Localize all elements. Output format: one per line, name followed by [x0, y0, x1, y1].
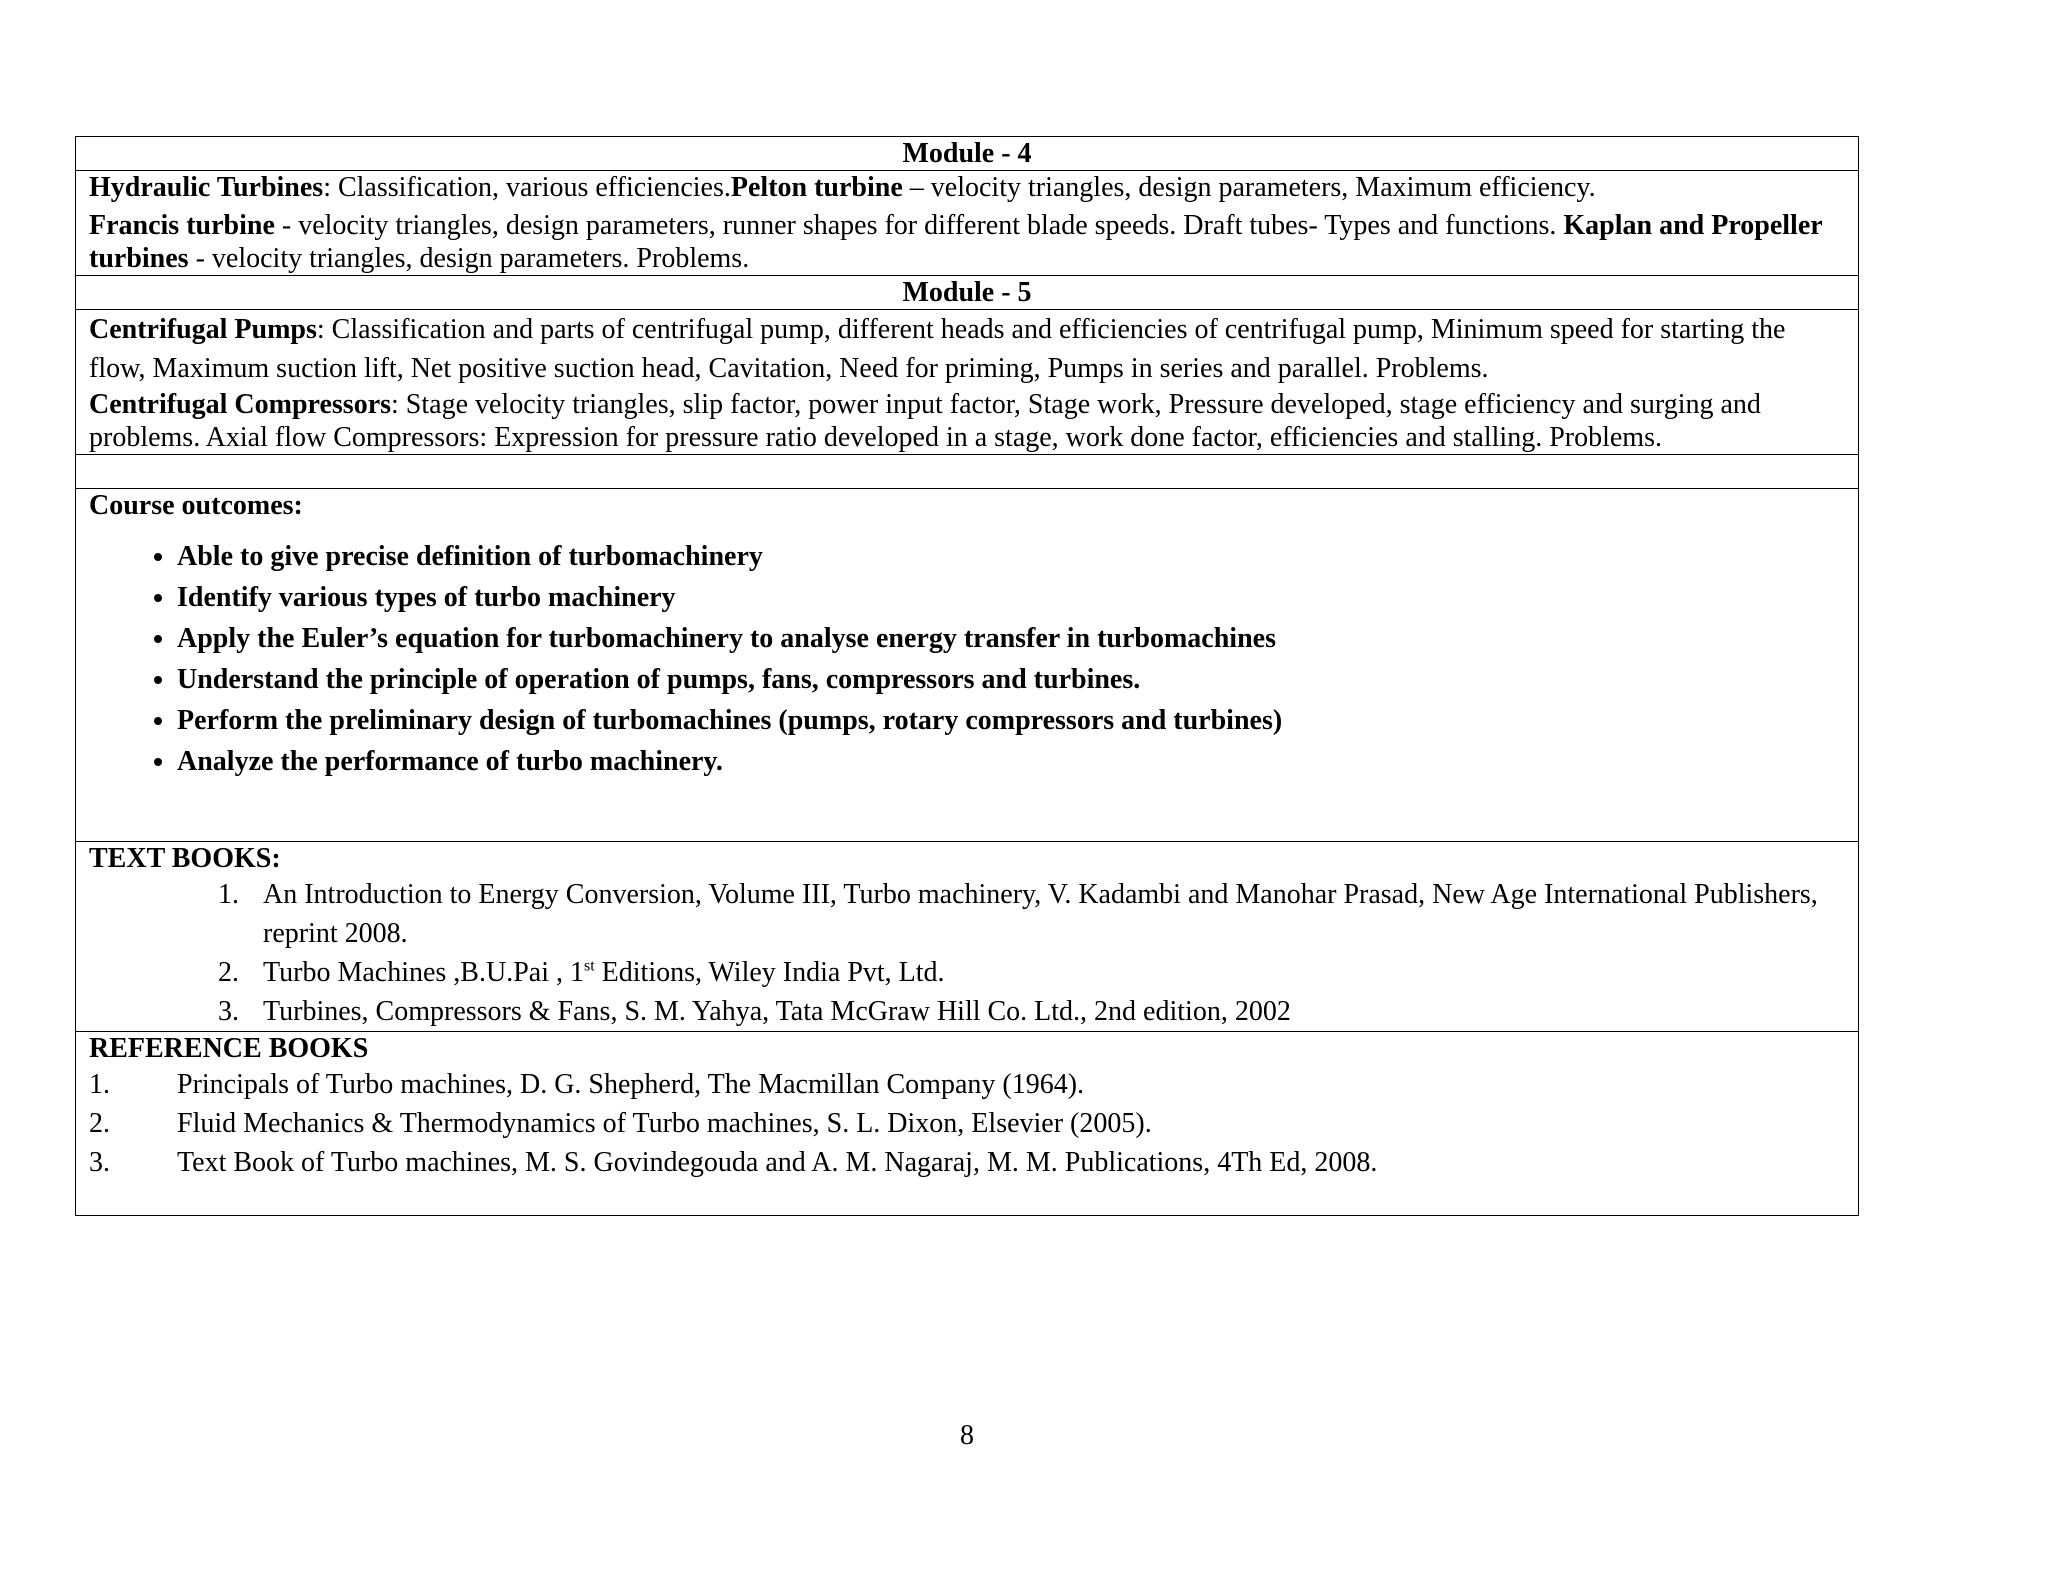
reference-book-item — [89, 1143, 1845, 1182]
page-number: 8 — [960, 1420, 974, 1451]
reference-book-item — [89, 1065, 1845, 1104]
syllabus-table — [75, 136, 1859, 1216]
list-number: 1. — [89, 1069, 110, 1100]
module-4-content — [76, 171, 1859, 276]
centrifugal-pumps-term: Centrifugal Pumps — [89, 314, 317, 345]
list-number: 2. — [218, 957, 239, 988]
text-book-citation-part: Editions, Wiley India Pvt, Ltd. — [594, 957, 945, 988]
reference-books-row — [76, 1032, 1859, 1216]
module-5-header: Module - 5 — [76, 276, 1859, 310]
text-books-list — [89, 875, 1845, 1031]
module-5-content-row — [76, 310, 1859, 455]
course-outcomes-list — [89, 536, 1845, 782]
list-number: 3. — [218, 996, 239, 1027]
centrifugal-pumps-text: : Classification and parts of centrifugal pump, different heads and efficiencies of centrifugal pump, Minimum speed for starting the flow, Maximum suction lift, Net positive suction head, Cavitation, Need for priming, Pumps in series and parallel. Problems. — [89, 314, 1786, 384]
kaplan-propeller-text: - velocity triangles, design parameters. Problems. — [188, 243, 750, 274]
centrifugal-compressors-term: Centrifugal Compressors — [89, 389, 392, 420]
module-4-paragraph-1 — [89, 171, 1845, 204]
francis-turbine-text: - velocity triangles, design parameters, runner shapes for different blade speeds. Draft tubes- Types and functions. — [274, 210, 1564, 241]
module-4-header-row — [76, 137, 1859, 171]
reference-citation: Fluid Mechanics & Thermodynamics of Turbo machines, S. L. Dixon, Elsevier (2005). — [177, 1108, 1152, 1139]
course-outcomes-row — [76, 489, 1859, 842]
module-4-paragraph-2 — [89, 209, 1845, 275]
module-5-content — [76, 310, 1859, 455]
kaplan-propeller-term: Kaplan and Propeller turbines — [89, 210, 1823, 274]
text-book-citation-part: Turbo Machines ,B.U.Pai , 1 — [263, 957, 584, 988]
outcome-item: • Identify various types of turbo machinery — [177, 577, 1845, 618]
empty-cell — [76, 455, 1859, 489]
text-books-cell — [76, 842, 1859, 1032]
pelton-turbine-term: Pelton turbine — [730, 172, 903, 203]
reference-citation: Text Book of Turbo machines, M. S. Govindegouda and A. M. Nagaraj, M. M. Publications, 4Th Ed, 2008. — [177, 1147, 1378, 1178]
text-book-item — [218, 953, 1845, 992]
reference-book-item — [89, 1104, 1845, 1143]
reference-books-title: REFERENCE BOOKS — [89, 1033, 369, 1064]
reference-citation: Principals of Turbo machines, D. G. Shepherd, The Macmillan Company (1964). — [177, 1069, 1085, 1100]
empty-row — [76, 455, 1859, 489]
outcome-item: • Apply the Euler’s equation for turbomachinery to analyse energy transfer in turbomachines — [177, 618, 1845, 659]
outcome-item: • Analyze the performance of turbo machinery. — [177, 741, 1845, 782]
list-number: 2. — [89, 1108, 110, 1139]
module-4-content-row — [76, 171, 1859, 276]
pelton-turbine-text: – velocity triangles, design parameters, Maximum efficiency. — [902, 172, 1596, 203]
outcome-item: • Able to give precise definition of turbomachinery — [177, 536, 1845, 577]
module-5-paragraph-2 — [89, 388, 1845, 454]
module-5-header-row — [76, 276, 1859, 310]
hydraulic-turbines-text: : Classification, various efficiencies. — [323, 172, 731, 203]
reference-books-cell — [76, 1032, 1859, 1216]
ordinal-superscript: st — [583, 957, 595, 975]
reference-books-list — [89, 1065, 1845, 1182]
hydraulic-turbines-term: Hydraulic Turbines — [89, 172, 324, 203]
centrifugal-compressors-text: : Stage velocity triangles, slip factor, power input factor, Stage work, Pressure developed, stage efficiency and surging and problems. Axial flow Compressors: Expression for pressure ratio developed in a stage, work done factor, efficiencies and stalling. Problems. — [89, 389, 1761, 453]
text-book-citation: Turbines, Compressors & Fans, S. M. Yahya, Tata McGraw Hill Co. Ltd., 2nd edition, 2002 — [263, 996, 1291, 1027]
course-outcomes-cell — [76, 489, 1859, 842]
text-books-title: TEXT BOOKS: — [89, 843, 281, 874]
list-number: 3. — [89, 1147, 110, 1178]
outcome-item: • Perform the preliminary design of turbomachines (pumps, rotary compressors and turbines) — [177, 700, 1845, 741]
text-book-item — [218, 875, 1845, 953]
list-number: 1. — [218, 879, 239, 910]
outcome-item: • Understand the principle of operation of pumps, fans, compressors and turbines. — [177, 659, 1845, 700]
course-outcomes-title: Course outcomes: — [89, 490, 303, 521]
text-books-row — [76, 842, 1859, 1032]
text-book-citation: An Introduction to Energy Conversion, Volume III, Turbo machinery, V. Kadambi and Manohar Prasad, New Age International Publishers, reprint 2008. — [263, 879, 1818, 949]
module-4-header: Module - 4 — [76, 137, 1859, 171]
module-5-paragraph-1 — [89, 310, 1845, 388]
francis-turbine-term: Francis turbine — [89, 210, 275, 241]
text-book-item — [218, 992, 1845, 1031]
